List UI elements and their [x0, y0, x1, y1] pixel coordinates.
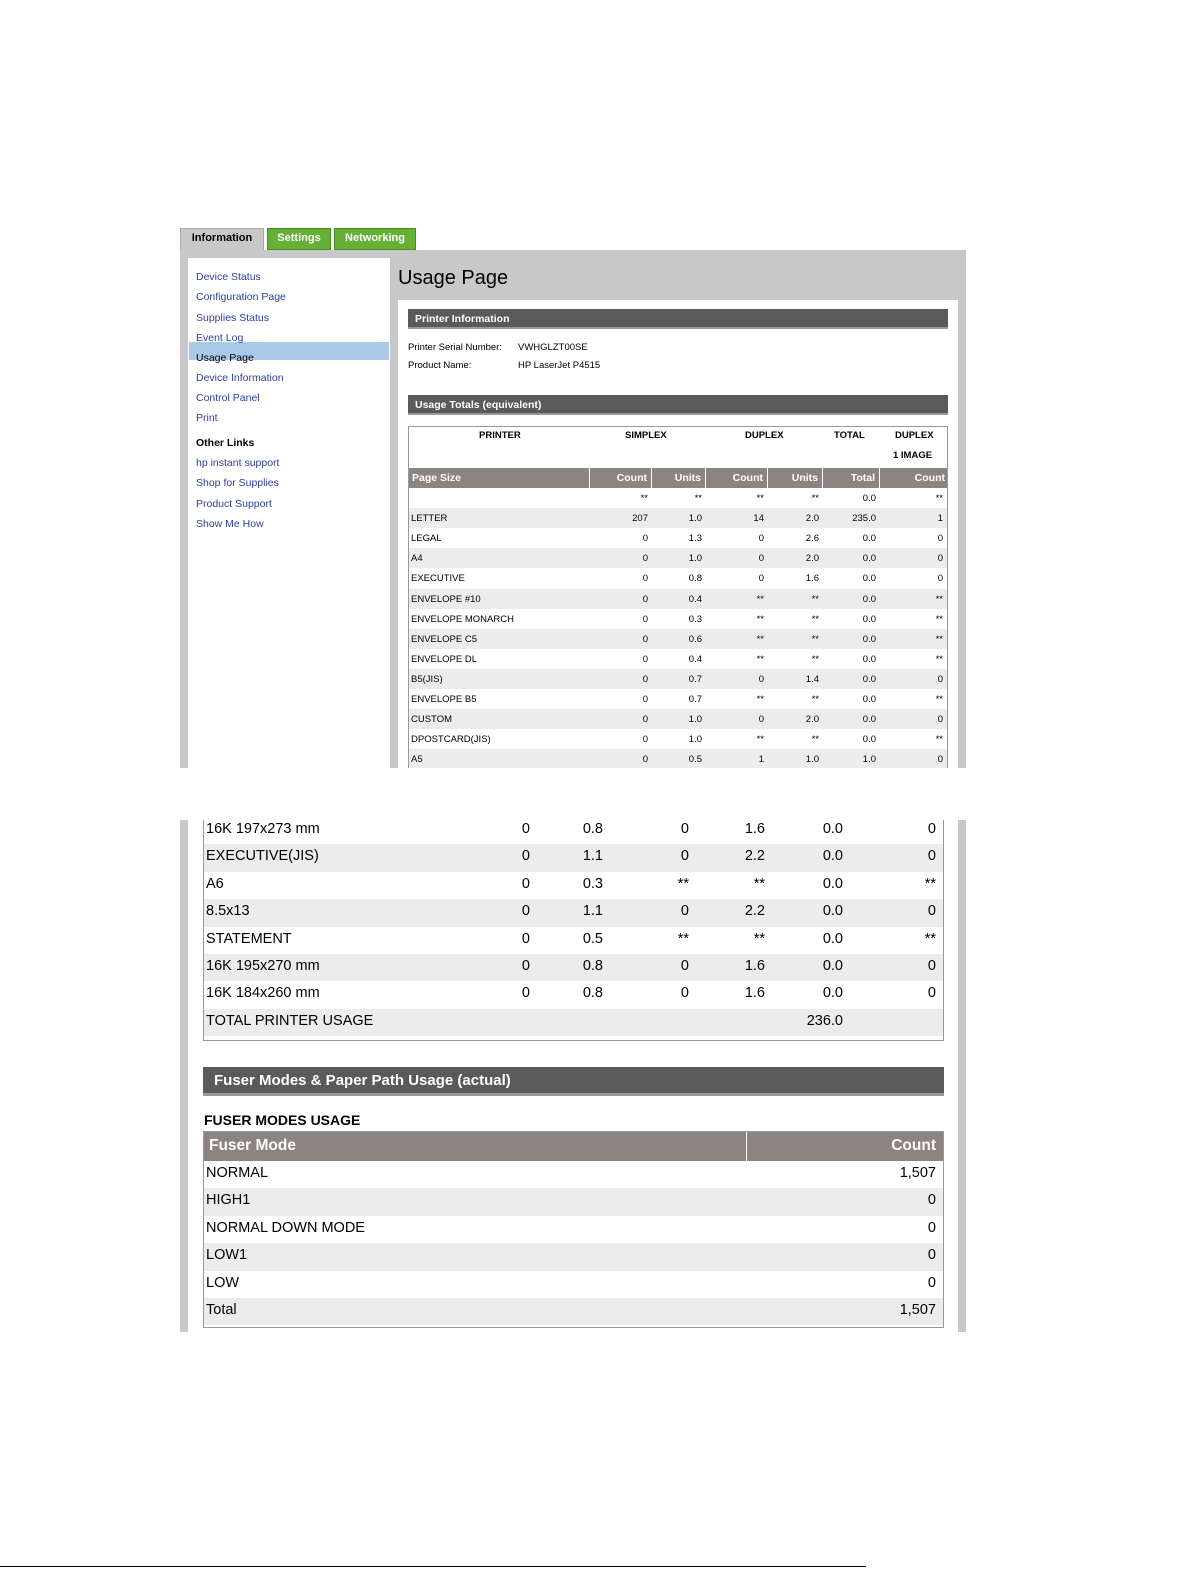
table-row	[409, 669, 948, 689]
table-row	[204, 899, 943, 926]
cell-duplex-units: 2.2	[744, 903, 765, 920]
cell-total: 0.0	[822, 985, 843, 1002]
cell-duplex-units: 1.6	[744, 821, 765, 837]
cell-simplex-count: 0	[642, 593, 648, 605]
cell-duplex-1-image-count: 0	[937, 553, 943, 565]
serial-number-label: Printer Serial Number:	[408, 342, 502, 353]
column-header-simplex-units: Units	[652, 468, 706, 488]
cell-simplex-units: **	[694, 493, 702, 504]
table-row	[409, 548, 948, 568]
cell-duplex-units: 2.2	[744, 848, 765, 865]
cell-simplex-units: 0.7	[688, 694, 702, 705]
cell-total: 0.0	[862, 573, 876, 585]
printer-information-header: Printer Information	[408, 309, 948, 329]
content-panel	[398, 300, 958, 768]
cell-total: 0.0	[822, 821, 843, 837]
group-header-duplex: DUPLEX	[745, 430, 784, 441]
cell-simplex-count: 0	[521, 821, 530, 837]
tab-settings[interactable]: Settings	[267, 228, 331, 250]
cell-duplex-count: 0	[758, 553, 764, 565]
cell-page-size: LEGAL	[411, 533, 442, 545]
cell-fuser-count: 1,507	[899, 1165, 936, 1181]
cell-simplex-units: 0.8	[582, 958, 603, 974]
cell-fuser-mode: Total	[206, 1302, 237, 1318]
cell-duplex-units: 2.0	[805, 714, 819, 726]
cell-simplex-count: 0	[642, 694, 648, 705]
usage-page-screenshot-bottom	[180, 820, 966, 1332]
table-row	[204, 927, 943, 954]
cell-simplex-units: 0.5	[688, 754, 702, 766]
cell-total: 0.0	[822, 903, 843, 920]
fuser-modes-header: Fuser Modes & Paper Path Usage (actual)	[203, 1067, 944, 1096]
table-row	[204, 1161, 943, 1188]
cell-duplex-units: 2.0	[805, 513, 819, 525]
group-header-1-image: 1 IMAGE	[893, 450, 933, 461]
cell-duplex-count: 0	[680, 848, 689, 865]
cell-simplex-units: 0.8	[582, 985, 603, 1002]
cell-duplex-count: **	[756, 593, 764, 605]
cell-duplex-1-image-count: **	[935, 593, 943, 605]
cell-duplex-count: 0	[758, 573, 764, 585]
cell-simplex-count: 0	[642, 754, 648, 766]
cell-duplex-count: 0	[758, 714, 764, 726]
table-row	[409, 709, 948, 729]
cell-simplex-units: 0.3	[582, 875, 603, 892]
cell-total: 235.0	[852, 513, 876, 525]
cell-duplex-count: **	[756, 653, 764, 665]
serial-number-value: VWHGLZT00SE	[518, 342, 588, 353]
cell-simplex-count: 0	[642, 633, 648, 645]
cell-duplex-1-image-count: 0	[927, 958, 936, 974]
table-row	[409, 568, 948, 588]
column-header-simplex-count: Count	[590, 468, 652, 488]
product-name-value: HP LaserJet P4515	[518, 360, 601, 371]
cell-duplex-count: **	[677, 875, 689, 892]
sidebar-item-supplies-status[interactable]: Supplies Status	[196, 312, 269, 324]
cell-duplex-1-image-count: 0	[927, 985, 936, 1002]
cell-page-size: EXECUTIVE	[411, 573, 465, 585]
cell-duplex-count: **	[677, 930, 689, 947]
cell-duplex-units: 1.6	[805, 573, 819, 585]
cell-duplex-units: 1.4	[805, 673, 819, 685]
sidebar-item-print[interactable]: Print	[196, 412, 218, 424]
cell-duplex-1-image-count: 0	[927, 821, 936, 837]
frame-edge-left	[180, 820, 188, 1332]
cell-fuser-count: 0	[927, 1247, 936, 1264]
cell-page-size: CUSTOM	[411, 714, 452, 726]
page-title: Usage Page	[398, 267, 509, 289]
cell-total: 0.0	[822, 930, 843, 947]
column-header-count: Count	[891, 1137, 936, 1154]
sidebar-item-show-me-how[interactable]: Show Me How	[196, 518, 264, 530]
usage-table-header	[409, 468, 948, 488]
cell-total: 0.0	[862, 673, 876, 685]
cell-simplex-units: 0.3	[688, 613, 702, 625]
product-name-label: Product Name:	[408, 360, 472, 371]
cell-duplex-units: 2.0	[805, 553, 819, 565]
table-row	[409, 649, 948, 669]
cell-simplex-units: 1.0	[688, 714, 702, 726]
table-row	[409, 629, 948, 649]
group-header-printer: PRINTER	[479, 430, 521, 441]
cell-fuser-mode: LOW	[206, 1274, 240, 1291]
tab-networking[interactable]: Networking	[334, 228, 416, 250]
cell-duplex-count: 14	[753, 513, 764, 525]
cell-page-size: EXECUTIVE(JIS)	[206, 848, 319, 865]
cell-simplex-count: 0	[642, 553, 648, 565]
cell-simplex-count: 0	[642, 533, 648, 545]
cell-duplex-units: **	[811, 694, 819, 705]
cell-page-size: LETTER	[411, 513, 448, 525]
table-row	[409, 528, 948, 548]
cell-total: 0.0	[822, 848, 843, 865]
usage-page-screenshot-top	[180, 228, 966, 768]
cell-duplex-count: 0	[680, 958, 689, 974]
cell-duplex-1-image-count: 0	[927, 848, 936, 865]
cell-simplex-count: 0	[521, 985, 530, 1002]
sidebar-item-device-status[interactable]: Device Status	[196, 271, 261, 283]
cell-page-size: STATEMENT	[206, 930, 292, 947]
cell-total: 0.0	[822, 958, 843, 974]
cell-duplex-count: 0	[758, 533, 764, 545]
cell-duplex-units: 1.6	[744, 958, 765, 974]
cell-simplex-units: 0.4	[688, 653, 702, 665]
usage-totals-header: Usage Totals (equivalent)	[408, 395, 948, 415]
group-header-duplex-image: DUPLEX	[895, 430, 934, 441]
cell-total: 0.0	[862, 613, 876, 625]
cell-simplex-count: 0	[521, 930, 530, 947]
cell-duplex-1-image-count: **	[935, 613, 943, 625]
cell-total: 0.0	[862, 533, 876, 545]
table-row	[204, 872, 943, 899]
cell-page-size: ENVELOPE MONARCH	[411, 613, 514, 625]
cell-duplex-1-image-count: 0	[937, 673, 943, 685]
cell-page-size: B5(JIS)	[411, 673, 443, 685]
cell-simplex-count: 0	[521, 958, 530, 974]
table-row	[204, 820, 943, 844]
fuser-table-header	[204, 1132, 943, 1161]
cell-duplex-units: **	[753, 930, 765, 947]
cell-duplex-units: **	[811, 493, 819, 504]
column-header-total: Total	[823, 468, 880, 488]
table-row	[409, 488, 948, 508]
cell-total: 0.0	[862, 694, 876, 705]
table-row	[204, 1216, 943, 1243]
cell-page-size: A5	[411, 754, 423, 766]
cell-duplex-units: 1.0	[805, 754, 819, 766]
cell-fuser-mode: LOW1	[206, 1247, 248, 1264]
cell-simplex-units: 1.3	[688, 533, 702, 545]
cell-simplex-count: 0	[642, 653, 648, 665]
cell-total: 0.0	[822, 875, 843, 892]
cell-simplex-count: 0	[521, 903, 530, 920]
cell-duplex-count: **	[756, 633, 764, 645]
cell-duplex-units: 2.6	[805, 533, 819, 545]
cell-simplex-units: 0.8	[582, 821, 603, 837]
cell-duplex-1-image-count: 0	[937, 714, 943, 726]
table-row	[204, 1271, 943, 1298]
cell-total: 0.0	[862, 553, 876, 565]
cell-duplex-1-image-count: 0	[927, 903, 936, 920]
cell-simplex-count: 0	[642, 714, 648, 726]
cell-simplex-units: 1.0	[688, 553, 702, 565]
cell-duplex-units: **	[811, 734, 819, 746]
cell-simplex-units: 1.1	[582, 848, 603, 865]
cell-simplex-count: 0	[521, 875, 530, 892]
column-header-duplex-count: Count	[706, 468, 768, 488]
cell-duplex-count: 0	[680, 903, 689, 920]
cell-total: 0.0	[862, 714, 876, 726]
table-row	[409, 508, 948, 528]
tab-bar	[180, 228, 966, 250]
cell-page-size: A4	[411, 553, 423, 565]
sidebar-item-usage-page[interactable]: Usage Page	[196, 352, 254, 364]
cell-duplex-1-image-count: **	[935, 493, 943, 504]
cell-duplex-1-image-count: 1	[937, 513, 943, 525]
cell-duplex-units: **	[811, 613, 819, 625]
cell-total: 0.0	[862, 734, 876, 746]
cell-simplex-units: 1.0	[688, 513, 702, 525]
cell-simplex-units: 0.5	[582, 930, 603, 947]
cell-duplex-count: **	[756, 493, 764, 504]
fuser-modes-table	[203, 1131, 944, 1328]
cell-duplex-count: 0	[680, 985, 689, 1002]
usage-totals-table	[408, 426, 948, 768]
sidebar-item-hp-instant-support[interactable]: hp instant support	[196, 457, 280, 469]
cell-duplex-count: 0	[680, 821, 689, 837]
cell-simplex-count: 0	[521, 848, 530, 865]
usage-totals-table-continued	[203, 820, 944, 1041]
table-row	[409, 749, 948, 768]
cell-duplex-count: **	[756, 694, 764, 705]
cell-total: 0.0	[862, 593, 876, 605]
cell-fuser-mode: HIGH1	[206, 1192, 251, 1209]
cell-duplex-count: 0	[758, 673, 764, 685]
cell-fuser-count: 0	[927, 1192, 936, 1209]
cell-duplex-1-image-count: 0	[937, 754, 943, 766]
fuser-modes-usage-title: FUSER MODES USAGE	[204, 1112, 361, 1128]
table-row	[204, 1188, 943, 1215]
cell-duplex-1-image-count: 0	[937, 573, 943, 585]
sidebar-item-device-information[interactable]: Device Information	[196, 372, 284, 384]
cell-duplex-units: 1.6	[744, 985, 765, 1002]
cell-duplex-1-image-count: **	[935, 734, 943, 746]
table-row	[204, 1243, 943, 1270]
table-row	[409, 589, 948, 609]
cell-duplex-units: **	[811, 593, 819, 605]
cell-simplex-units: 0.7	[688, 673, 702, 685]
cell-simplex-units: 1.1	[582, 903, 603, 920]
cell-simplex-units: 0.4	[688, 593, 702, 605]
cell-page-size: ENVELOPE #10	[411, 593, 481, 605]
cell-simplex-count: 0	[642, 613, 648, 625]
cell-page-size: ENVELOPE C5	[411, 633, 477, 645]
sidebar-item-product-support[interactable]: Product Support	[196, 498, 272, 510]
cell-duplex-1-image-count: 0	[937, 533, 943, 545]
cell-total: 0.0	[862, 653, 876, 665]
column-header-fuser-mode: Fuser Mode	[204, 1132, 747, 1161]
other-links-heading: Other Links	[196, 437, 255, 449]
cell-duplex-1-image-count: **	[924, 930, 936, 947]
cell-simplex-units: 1.0	[688, 734, 702, 746]
cell-total: 0.0	[862, 493, 876, 504]
table-row	[204, 981, 943, 1008]
sidebar-item-event-log[interactable]: Event Log	[196, 332, 244, 344]
sidebar-item-control-panel[interactable]: Control Panel	[196, 392, 260, 404]
page-bottom-rule	[0, 1566, 866, 1567]
sidebar-nav	[188, 258, 390, 768]
group-header-simplex: SIMPLEX	[625, 430, 667, 441]
cell-duplex-count: **	[756, 613, 764, 625]
cell-page-size: ENVELOPE DL	[411, 653, 477, 665]
cell-duplex-1-image-count: **	[935, 653, 943, 665]
cell-page-size: 16K 195x270 mm	[206, 958, 320, 974]
column-header-page-size: Page Size	[409, 468, 590, 488]
cell-page-size: 16K 197x273 mm	[206, 821, 320, 837]
table-row	[204, 1298, 943, 1325]
cell-fuser-count: 1,507	[899, 1302, 936, 1318]
cell-total: 236.0	[806, 1012, 843, 1029]
cell-simplex-count: 0	[642, 573, 648, 585]
cell-simplex-count: 0	[642, 673, 648, 685]
main-frame	[180, 250, 966, 768]
cell-total: 1.0	[862, 754, 876, 766]
cell-page-size: ENVELOPE B5	[411, 694, 477, 705]
cell-simplex-count: 207	[632, 513, 648, 525]
cell-simplex-count: 0	[642, 734, 648, 746]
cell-duplex-count: **	[756, 734, 764, 746]
table-row	[409, 609, 948, 629]
group-header-total: TOTAL	[834, 430, 865, 441]
sidebar-item-configuration-page[interactable]: Configuration Page	[196, 291, 286, 303]
cell-simplex-units: 0.8	[688, 573, 702, 585]
cell-fuser-count: 0	[927, 1219, 936, 1236]
cell-duplex-units: **	[811, 633, 819, 645]
column-header-duplex-1-image-count: Count	[914, 472, 945, 484]
cell-page-size: 8.5x13	[206, 903, 250, 920]
tab-information[interactable]: Information	[180, 228, 264, 250]
cell-page-size: A6	[206, 875, 224, 892]
cell-duplex-1-image-count: **	[924, 875, 936, 892]
cell-duplex-count: 1	[758, 754, 764, 766]
cell-fuser-mode: NORMAL	[206, 1165, 269, 1181]
cell-duplex-units: **	[753, 875, 765, 892]
sidebar-item-shop-for-supplies[interactable]: Shop for Supplies	[196, 477, 279, 489]
cell-duplex-units: **	[811, 653, 819, 665]
cell-page-size: TOTAL PRINTER USAGE	[206, 1012, 374, 1029]
column-header-duplex-units: Units	[768, 468, 823, 488]
table-row	[204, 954, 943, 981]
frame-edge-right	[958, 820, 966, 1332]
cell-duplex-1-image-count: **	[935, 694, 943, 705]
table-row	[409, 689, 948, 709]
table-row	[204, 844, 943, 871]
table-row	[409, 729, 948, 749]
cell-page-size: DPOSTCARD(JIS)	[411, 734, 491, 746]
cell-fuser-count: 0	[927, 1274, 936, 1291]
cell-simplex-count: **	[640, 493, 648, 504]
cell-total: 0.0	[862, 633, 876, 645]
table-row	[204, 1009, 943, 1036]
cell-duplex-1-image-count: **	[935, 633, 943, 645]
cell-page-size: 16K 184x260 mm	[206, 985, 320, 1002]
cell-fuser-mode: NORMAL DOWN MODE	[206, 1219, 365, 1236]
cell-simplex-units: 0.6	[688, 633, 702, 645]
